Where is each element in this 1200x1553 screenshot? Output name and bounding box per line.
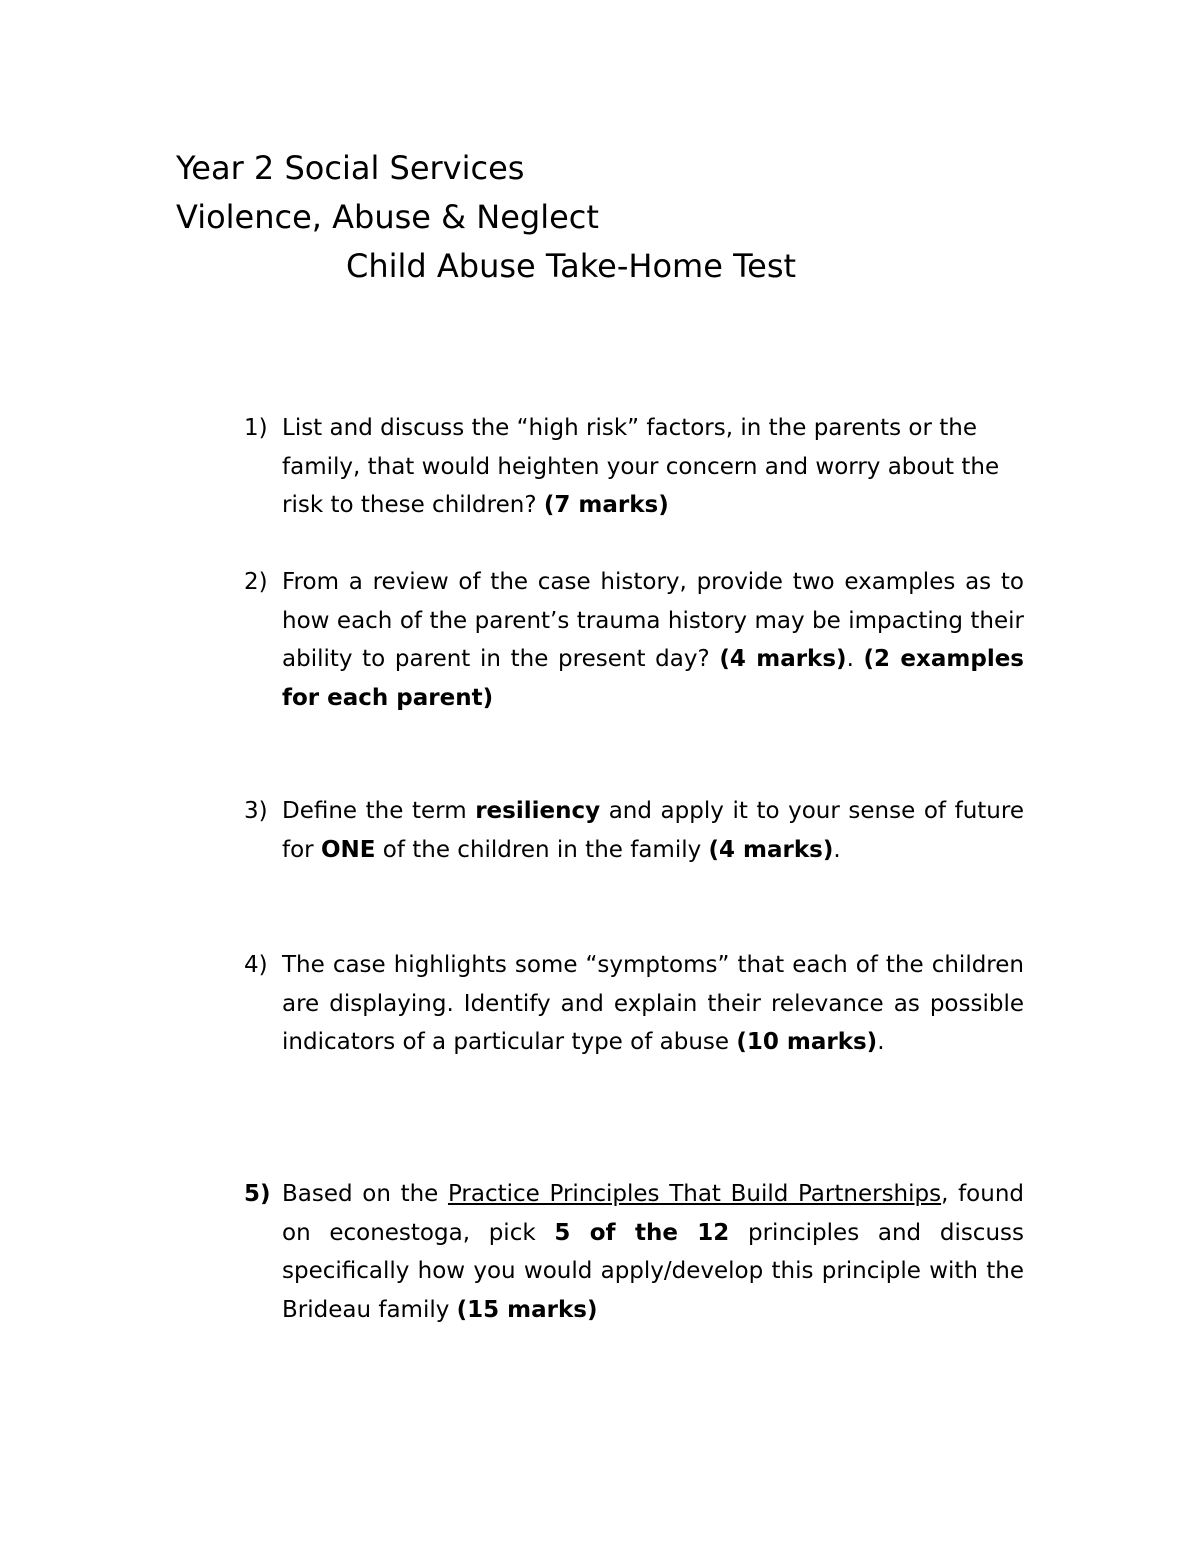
question-number: 1) — [244, 415, 268, 441]
question-marks: (7 marks) — [543, 492, 669, 518]
question-number: 4) — [244, 952, 268, 978]
question-number: 2) — [244, 569, 268, 595]
test-title: Child Abuse Take-Home Test — [346, 247, 797, 285]
key-term: resiliency — [475, 798, 601, 824]
question-3 — [244, 792, 1024, 869]
question-text: Define the term — [282, 798, 476, 824]
question-end: . — [833, 836, 841, 863]
question-5 — [244, 1175, 1024, 1329]
question-body — [282, 1175, 1024, 1329]
question-4 — [244, 946, 1024, 1062]
course-title: Year 2 Social Services — [176, 149, 525, 187]
question-body — [282, 563, 1024, 717]
document-title-reference: Practice Principles That Build Partnerships — [447, 1181, 942, 1207]
question-note: (2 examples for each parent) — [282, 646, 1024, 711]
question-end: . — [877, 1029, 885, 1055]
question-text: principles and discuss specifically how you would apply/develop this principle with the Brideau family — [282, 1219, 1025, 1323]
question-body — [282, 409, 1024, 525]
question-text: The case highlights some “symptoms” that each of the children are displaying. Identify and explain their relevance as possible indicators of a particular type of abuse — [282, 952, 1024, 1055]
question-marks: (15 marks) — [456, 1296, 598, 1323]
question-text: Based on the — [282, 1181, 448, 1207]
question-number: 5) — [244, 1181, 271, 1207]
question-body — [282, 946, 1024, 1062]
question-body — [282, 792, 1024, 869]
question-marks: (4 marks) — [708, 836, 834, 863]
question-1 — [244, 409, 1024, 525]
question-text: , found on econestoga, pick — [282, 1181, 1024, 1246]
question-text: List and discuss the “high risk” factors, in the parents or the family, that would heighten your concern and worry about the risk to these children? — [282, 415, 1000, 518]
course-subtitle: Violence, Abuse & Neglect — [176, 198, 599, 236]
question-separator: . — [846, 646, 864, 672]
question-number: 3) — [244, 798, 268, 824]
question-text: From a review of the case history, provide two examples as to how each of the parent’s trauma history may be impacting their ability to parent in the present day? — [282, 569, 1024, 672]
emphasis-one: ONE — [320, 836, 376, 863]
question-marks: (10 marks) — [736, 1029, 878, 1055]
question-text: and apply it to your sense of future for — [282, 798, 1024, 863]
pick-count: 5 of the 12 — [554, 1219, 730, 1246]
question-marks: (4 marks) — [719, 646, 847, 672]
question-text: of the children in the family — [375, 836, 709, 863]
question-2 — [244, 563, 1024, 717]
